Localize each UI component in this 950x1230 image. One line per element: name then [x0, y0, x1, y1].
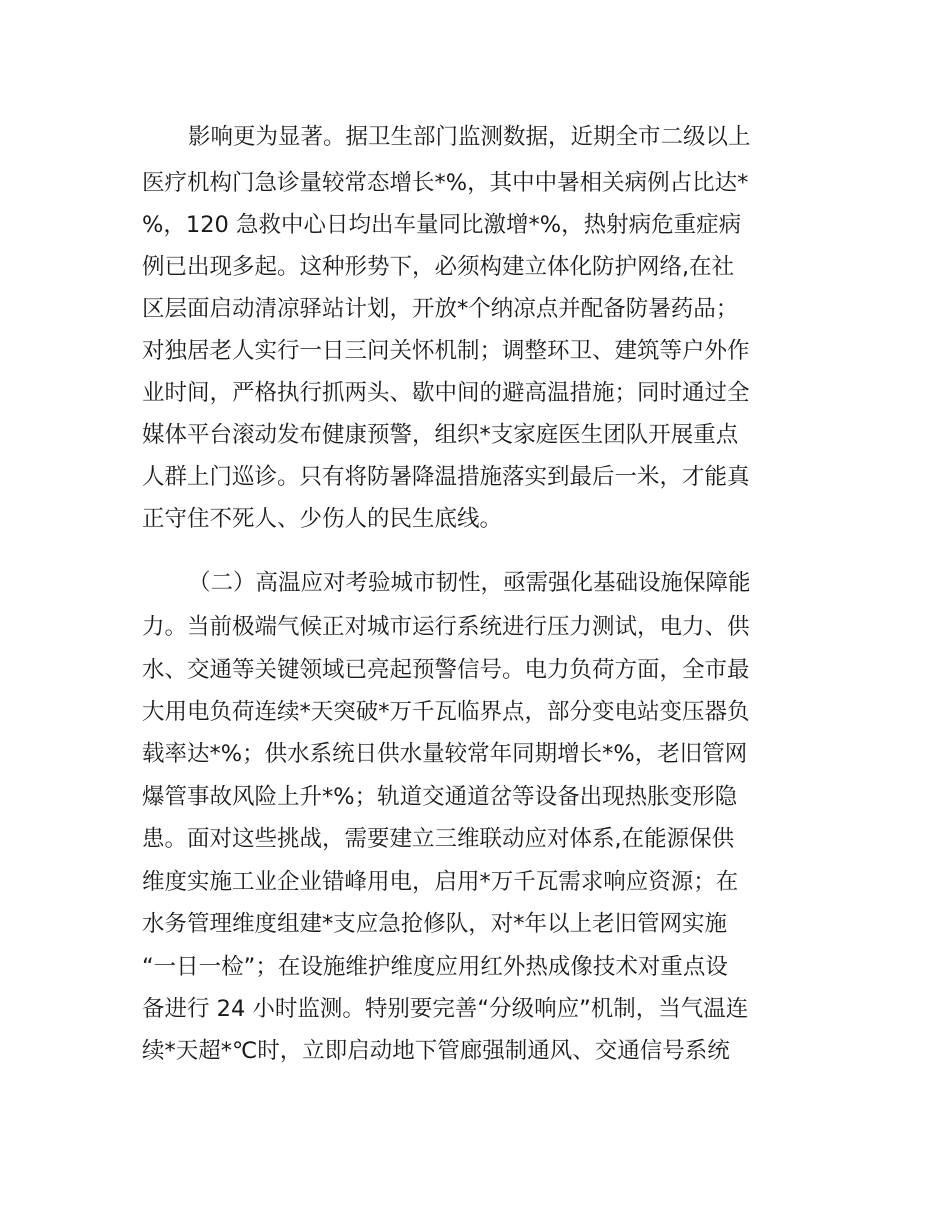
text-line: 业时间，严格执行抓两头、歇中间的避高温措施；同时通过全	[142, 380, 750, 406]
text-line: 患。面对这些挑战，需要建立三维联动应对体系,在能源保供	[142, 826, 735, 852]
text-line: 载率达*%；供水系统日供水量较常年同期增长*%，老旧管网	[142, 741, 748, 767]
text-line: 维度实施工业企业错峰用电，启用*万千瓦需求响应资源；在	[142, 869, 739, 895]
text-line: 水务管理维度组建*支应急抢修队，对*年以上老旧管网实施	[142, 911, 728, 937]
text-line: （二）高温应对考验城市韧性，亟需强化基础设施保障能	[188, 570, 751, 596]
text-line: 区层面启动清凉驿站计划，开放*个纳凉点并配备防暑药品；	[142, 296, 739, 322]
text-line: 对独居老人实行一日三问关怀机制；调整环卫、建筑等户外作	[142, 338, 750, 364]
text-line: 医疗机构门急诊量较常态增长*%，其中中暑相关病例占比达*	[142, 170, 749, 196]
text-line: 水、交通等关键领域已亮起预警信号。电力负荷方面，全市最	[142, 657, 750, 683]
text-line: 力。当前极端气候正对城市运行系统进行压力测试，电力、供	[142, 614, 750, 640]
text-line: 大用电负荷连续*天突破*万千瓦临界点，部分变电站变压器负	[142, 699, 750, 725]
text-line: 续*天超*℃时，立即启动地下管廊强制通风、交通信号系统	[142, 1038, 730, 1064]
text-line: 例已出现多起。这种形势下，必须构建立体化防护网络,在社	[142, 254, 735, 280]
text-line: 人群上门巡诊。只有将防暑降温措施落实到最后一米，才能真	[142, 464, 750, 490]
text-line: %，120 急救中心日均出车量同比激增*%，热射病危重症病	[142, 212, 742, 238]
text-line: 媒体平台滚动发布健康预警，组织*支家庭医生团队开展重点	[142, 422, 739, 448]
text-line: 正守住不死人、少伤人的民生底线。	[142, 506, 503, 532]
text-line: 爆管事故风险上升*%；轨道交通道岔等设备出现热胀变形隐	[142, 784, 738, 810]
text-line: 影响更为显著。据卫生部门监测数据，近期全市二级以上	[188, 124, 751, 150]
text-line: 备进行 24 小时监测。特别要完善“分级响应”机制，当气温连	[142, 996, 749, 1022]
text-line: “一日一检”；在设施维护维度应用红外热成像技术对重点设	[142, 954, 728, 980]
